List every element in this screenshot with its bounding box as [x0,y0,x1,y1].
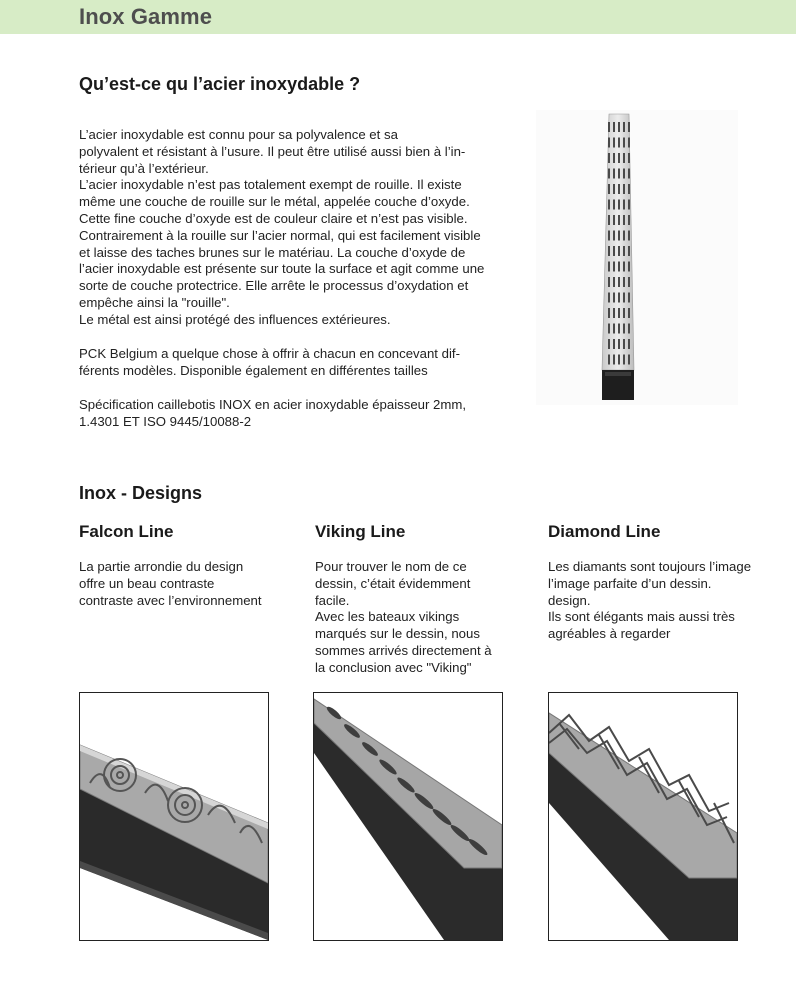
intro-paragraph-1 [79,127,499,329]
text-line: Ils sont élégants mais aussi très [548,609,735,625]
grate-slot [618,138,620,148]
grate-slot [608,169,610,179]
text-line: L’acier inoxydable n’est pas totalement exempt de rouille. Il existe [79,177,462,193]
viking-line-photo [313,692,503,941]
grate-slot [618,153,620,163]
grate-slot [628,153,630,163]
page-title: Inox Gamme [79,4,213,29]
grate-slot [613,231,615,241]
grate-slot [613,122,615,132]
grate-slot [618,324,620,334]
grate-slot [608,122,610,132]
text-line: La partie arrondie du design [79,559,244,574]
text-line: design. [548,592,591,608]
grate-slot [608,138,610,148]
grate-slot [608,355,610,365]
falcon-line-title: Falcon Line [79,522,174,541]
grate-slot [613,277,615,287]
text-line: l’acier inoxydable est présente sur toute la surface et agit comme une [79,261,485,277]
diamond-line-text [548,559,751,643]
grate-slot [628,215,630,225]
grate-slot [628,169,630,179]
text-line: Pour trouver le nom de ce [315,559,467,574]
grate-slot [623,293,625,303]
text-line: 1.4301 ET ISO 9445/10088-2 [79,413,252,429]
grate-slot [613,262,615,272]
grate-slot [618,246,620,256]
diamond-line-title: Diamond Line [548,522,661,541]
text-line: et laisse des taches brunes sur le matériau. La couche d’oxyde de [79,244,466,260]
grate-slot [628,246,630,256]
grate-slot [623,138,625,148]
diamond-line-photo [548,692,738,941]
grate-slot [623,184,625,194]
grate-slot [623,308,625,318]
grate-slot [608,293,610,303]
grate-slot [618,277,620,287]
text-line: empêche ainsi la "rouille". [79,294,230,310]
grate-slot [618,308,620,318]
text-line: Les diamants sont toujours l’image [548,559,752,574]
grate-slot [623,324,625,334]
text-line: sommes arrivés directement à [315,642,492,658]
grate-slot [628,293,630,303]
falcon-line-photo [79,692,269,941]
viking-line-text [315,559,492,677]
grate-slot [618,231,620,241]
grate-slot [623,122,625,132]
grate-slot [618,215,620,225]
grate-slot [608,324,610,334]
grate-slot [608,200,610,210]
grate-slot [608,339,610,349]
text-line: Cette fine couche d’oxyde est de couleur claire et n’est pas visible. [79,210,468,226]
grate-slot [618,184,620,194]
text-line: Le métal est ainsi protégé des influences extérieures. [79,311,391,327]
grate-slot [608,277,610,287]
grate-slot [608,184,610,194]
text-line: facile. [315,592,350,608]
falcon-line-text [79,559,262,609]
text-line: PCK Belgium a quelque chose à offrir à chacun en concevant dif- [79,346,460,361]
text-line: l’image parfaite d’un dessin. [548,575,712,591]
grate-slot [628,355,630,365]
text-line: L’acier inoxydable est connu pour sa polyvalence et sa [79,127,398,142]
grate-slot [618,169,620,179]
intro-paragraph-3 [79,397,499,431]
grate-slot [613,308,615,318]
grate-slot [618,339,620,349]
grate-slot [628,122,630,132]
grate-slot [628,262,630,272]
grate-slot [628,231,630,241]
grate-slot [613,153,615,163]
grate-slot [623,277,625,287]
grate-slot [608,246,610,256]
grate-slot [623,339,625,349]
grate-slot [608,231,610,241]
grate-slot [613,138,615,148]
grate-slot [613,184,615,194]
text-line: même une couche de rouille sur le métal, appelée couche d’oxyde. [79,194,470,210]
grate-slot [628,138,630,148]
text-line: Avec les bateaux vikings [315,609,460,625]
text-line: contraste avec l’environnement [79,592,262,608]
text-line: marqués sur le dessin, nous [315,626,480,642]
text-line: dessin, c’était évidemment [315,575,471,591]
grate-slot [618,293,620,303]
grate-slot [628,324,630,334]
grate-slot [623,246,625,256]
grate-slot [623,169,625,179]
grate-slot [613,200,615,210]
text-line: férents modèles. Disponible également en différentes tailles [79,362,428,378]
grate-slot [613,169,615,179]
text-line: offre un beau contraste [79,575,215,591]
grate-slot [613,246,615,256]
grate-slot [608,262,610,272]
grate-slot [608,153,610,163]
grate-slot [623,231,625,241]
grate-slot [628,277,630,287]
intro-heading: Qu’est-ce qu l’acier inoxydable ? [79,74,361,94]
grate-slot [623,200,625,210]
grate-slot [613,293,615,303]
grate-slot [618,355,620,365]
text-line: la conclusion avec "Viking" [315,659,472,675]
grate-slot [608,308,610,318]
grate-slot [628,308,630,318]
grate-slot [613,215,615,225]
grate-slot [623,153,625,163]
text-line: agréables à regarder [548,626,671,642]
viking-line-title: Viking Line [315,522,406,541]
grate-slot [613,339,615,349]
inox-channel-photo [536,110,738,405]
grate-slot [628,184,630,194]
text-line: polyvalent et résistant à l’usure. Il peut être utilisé aussi bien à l’in- [79,143,466,159]
grate-slot [618,262,620,272]
text-line: térieur qu’à l’extérieur. [79,160,209,176]
intro-paragraph-2 [79,346,499,380]
grate-slot [608,215,610,225]
text-line: Contrairement à la rouille sur l’acier normal, qui est facilement visible [79,227,481,243]
grate-slot [613,355,615,365]
grate-slot [613,324,615,334]
text-line: Spécification caillebotis INOX en acier inoxydable épaisseur 2mm, [79,397,467,412]
grate-slot [623,262,625,272]
grate-slot [628,200,630,210]
grate-slot [623,355,625,365]
grate-slot [628,339,630,349]
designs-heading: Inox - Designs [79,483,203,503]
grate-slot [618,200,620,210]
grate-slot [618,122,620,132]
text-line: sorte de couche protectrice. Elle arrête le processus d’oxydation et [79,278,469,294]
grate-slot [623,215,625,225]
